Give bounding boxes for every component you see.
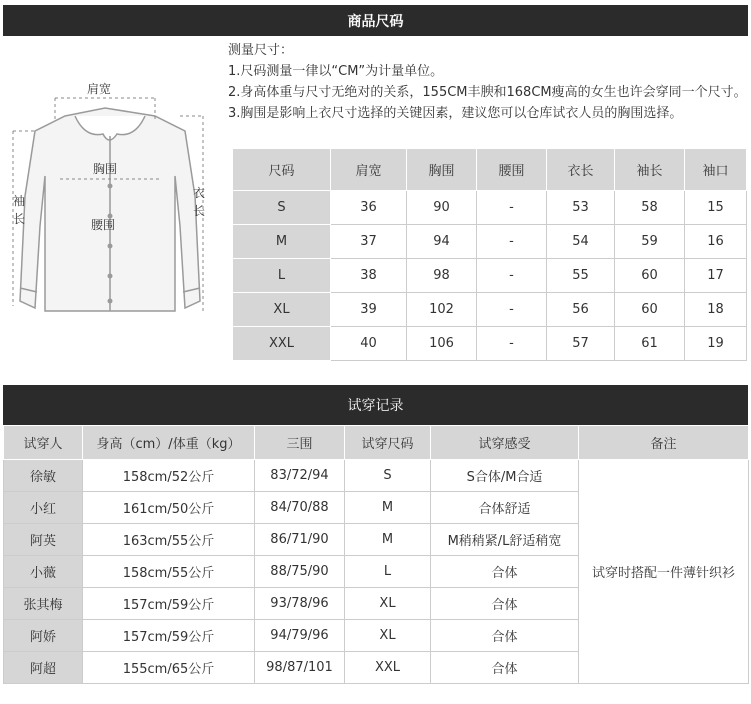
tester-name: 小薇 [4, 556, 83, 588]
sleeve-label: 袖长 [13, 194, 26, 226]
table-cell: 94 [407, 225, 477, 259]
table-cell: 106 [407, 327, 477, 361]
table-cell: 15 [685, 191, 747, 225]
column-header: 试穿尺码 [345, 426, 431, 460]
column-header: 腰围 [477, 149, 547, 191]
table-cell: 53 [547, 191, 615, 225]
table-cell: 40 [331, 327, 407, 361]
table-cell: 94/79/96 [255, 620, 345, 652]
note-1: 1.尺码测量一律以“CM”为计量单位。 [228, 64, 444, 79]
table-cell: 54 [547, 225, 615, 259]
tester-name: 阿英 [4, 524, 83, 556]
table-cell: L [345, 556, 431, 588]
table-cell: - [477, 293, 547, 327]
table-cell: M稍稍紧/L舒适稍宽 [431, 524, 579, 556]
table-row [4, 460, 749, 492]
table-cell: 90 [407, 191, 477, 225]
column-header: 衣长 [547, 149, 615, 191]
table-cell: 18 [685, 293, 747, 327]
size-cell: S [233, 191, 331, 225]
column-header: 肩宽 [331, 149, 407, 191]
try-on-section-header: 试穿记录 [3, 385, 748, 425]
table-cell: 39 [331, 293, 407, 327]
table-row [233, 225, 747, 259]
table-cell: 158cm/55公斤 [83, 556, 255, 588]
table-cell: 155cm/65公斤 [83, 652, 255, 684]
table-row [233, 327, 747, 361]
column-header: 胸围 [407, 149, 477, 191]
table-cell: XXL [345, 652, 431, 684]
shirt-illustration [5, 76, 215, 326]
table-cell: 84/70/88 [255, 492, 345, 524]
table-cell: 88/75/90 [255, 556, 345, 588]
table-cell: 93/78/96 [255, 588, 345, 620]
table-row [233, 259, 747, 293]
table-cell: 36 [331, 191, 407, 225]
size-cell: L [233, 259, 331, 293]
table-cell: 98/87/101 [255, 652, 345, 684]
try-table-header-row [4, 426, 749, 460]
size-cell: XL [233, 293, 331, 327]
table-cell: 56 [547, 293, 615, 327]
column-header: 试穿感受 [431, 426, 579, 460]
table-cell: 57 [547, 327, 615, 361]
table-cell: 58 [615, 191, 685, 225]
column-header: 身高（cm）/体重（kg） [83, 426, 255, 460]
remark-cell: 试穿时搭配一件薄针织衫 [579, 460, 749, 684]
table-cell: 37 [331, 225, 407, 259]
size-section-header: 商品尺码 [3, 5, 748, 36]
table-cell: 合体舒适 [431, 492, 579, 524]
table-cell: 158cm/52公斤 [83, 460, 255, 492]
table-cell: 合体 [431, 588, 579, 620]
table-cell: 102 [407, 293, 477, 327]
table-row [233, 293, 747, 327]
length-label: 衣长 [193, 186, 206, 218]
waist-label: 腰围 [91, 218, 116, 232]
column-header: 三围 [255, 426, 345, 460]
table-cell: 59 [615, 225, 685, 259]
size-cell: XXL [233, 327, 331, 361]
column-header: 袖长 [615, 149, 685, 191]
column-header: 袖口 [685, 149, 747, 191]
table-row [233, 191, 747, 225]
table-cell: M [345, 492, 431, 524]
table-cell: - [477, 327, 547, 361]
measurement-notes [228, 40, 748, 124]
table-cell: 合体 [431, 620, 579, 652]
shirt-measurement-diagram [5, 76, 215, 326]
table-cell: M [345, 524, 431, 556]
notes-heading: 测量尺寸： [228, 43, 294, 58]
size-table-header-row [233, 149, 747, 191]
table-cell: 60 [615, 259, 685, 293]
note-2: 2.身高体重与尺寸无绝对的关系，155CM丰腴和168CM瘦高的女生也许会穿同一个尺寸。 [228, 85, 747, 100]
table-cell: 38 [331, 259, 407, 293]
size-chart-table [232, 148, 747, 361]
table-cell: - [477, 259, 547, 293]
table-cell: XL [345, 620, 431, 652]
table-cell: 157cm/59公斤 [83, 620, 255, 652]
table-cell: 83/72/94 [255, 460, 345, 492]
table-cell: - [477, 191, 547, 225]
tester-name: 小红 [4, 492, 83, 524]
table-cell: 19 [685, 327, 747, 361]
table-cell: - [477, 225, 547, 259]
table-cell: 60 [615, 293, 685, 327]
table-cell: 17 [685, 259, 747, 293]
table-cell: 合体 [431, 556, 579, 588]
table-cell: 98 [407, 259, 477, 293]
size-cell: M [233, 225, 331, 259]
table-cell: 61 [615, 327, 685, 361]
table-cell: 157cm/59公斤 [83, 588, 255, 620]
note-3: 3.胸围是影响上衣尺寸选择的关键因素，建议您可以仓库试衣人员的胸围选择。 [228, 106, 683, 121]
tester-name: 徐敏 [4, 460, 83, 492]
column-header: 尺码 [233, 149, 331, 191]
table-cell: 163cm/55公斤 [83, 524, 255, 556]
column-header: 试穿人 [4, 426, 83, 460]
tester-name: 张其梅 [4, 588, 83, 620]
table-cell: 16 [685, 225, 747, 259]
table-cell: 86/71/90 [255, 524, 345, 556]
chest-label: 胸围 [93, 162, 118, 176]
table-cell: XL [345, 588, 431, 620]
shoulder-label: 肩宽 [87, 82, 112, 96]
tester-name: 阿娇 [4, 620, 83, 652]
table-cell: 55 [547, 259, 615, 293]
table-cell: S [345, 460, 431, 492]
table-cell: 161cm/50公斤 [83, 492, 255, 524]
column-header: 备注 [579, 426, 749, 460]
table-cell: 合体 [431, 652, 579, 684]
tester-name: 阿超 [4, 652, 83, 684]
try-on-record-table [3, 425, 749, 684]
table-cell: S合体/M合适 [431, 460, 579, 492]
